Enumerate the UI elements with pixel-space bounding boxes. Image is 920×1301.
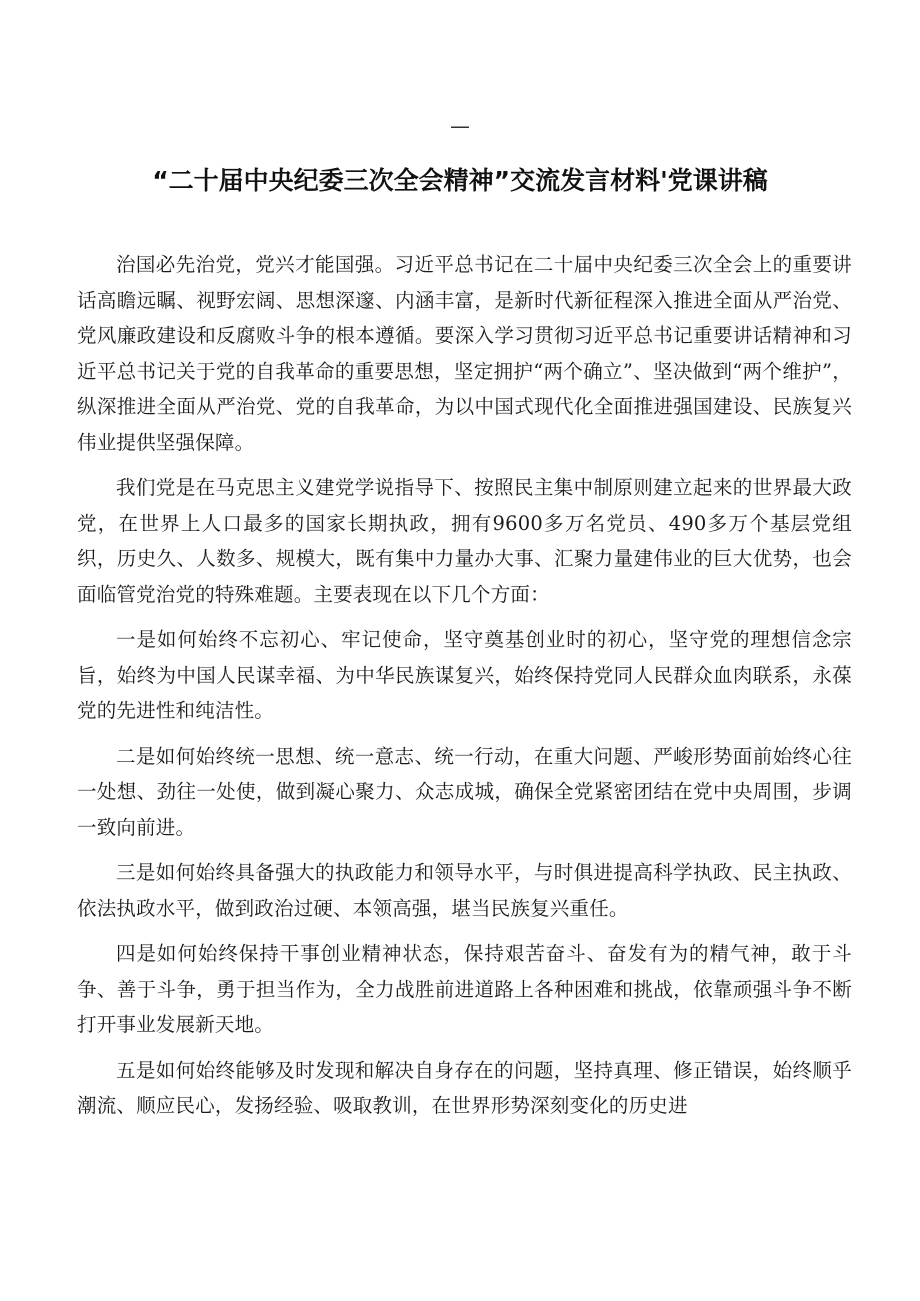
paragraph-4: 二是如何始终统一思想、统一意志、统一行动，在重大问题、严峻形势面前始终心往一处想、劲往一处使，做到凝心聚力、众志成城，确保全党紧密团结在党中央周围，步调一致向前进。 <box>77 744 852 839</box>
paragraph-7: 五是如何始终能够及时发现和解决自身存在的问题，坚持真理、修正错误，始终顺乎潮流、顺应民心，发扬经验、吸取教训，在世界形势深刻变化的历史进 <box>77 1058 852 1117</box>
paragraph-1: 治国必先治党，党兴才能国强。习近平总书记在二十届中央纪委三次全会上的重要讲话高瞻远瞩、视野宏阔、思想深邃、内涵丰富，是新时代新征程深入推进全面从严治党、党风廉政建设和反腐败斗争的根本遵循。要深入学习贯彻习近平总书记重要讲话精神和习近平总书记关于党的自我革命的重要思想，坚定拥护“两个确立”、坚决做到“两个维护”，纵深推进全面从严治党、党的自我革命，为以中国式现代化全面推进强国建设、民族复兴伟业提供坚强保障。 <box>77 253 852 454</box>
paragraph-3: 一是如何始终不忘初心、牢记使命，坚守奠基创业时的初心，坚守党的理想信念宗旨，始终为中国人民谋幸福、为中华民族谋复兴，始终保持党同人民群众血肉联系，永葆党的先进性和纯洁性。 <box>77 628 852 722</box>
document-body <box>77 247 852 1134</box>
paragraph-6: 四是如何始终保持干事创业精神状态，保持艰苦奋斗、奋发有为的精气神，敢于斗争、善于斗争，勇于担当作为，全力战胜前进道路上各种困难和挑战，依靠顽强斗争不断打开事业发展新天地。 <box>77 942 852 1036</box>
document-title: “二十届中央纪委三次全会精神”交流发言材料'党课讲稿 <box>152 166 768 195</box>
paragraph-2: 我们党是在马克思主义建党学说指导下、按照民主集中制原则建立起来的世界最大政党，在世界上人口最多的国家长期执政，拥有9600多万名党员、490多万个基层党组织，历史久、人数多、规模大，既有集中力量办大事、汇聚力量建伟业的巨大优势，也会面临管党治党的特殊难题。主要表现在以下几个方面： <box>77 476 852 606</box>
paragraph-5: 三是如何始终具备强大的执政能力和领导水平，与时俱进提高科学执政、民主执政、依法执政水平，做到政治过硬、本领高强，堪当民族复兴重任。 <box>77 861 852 920</box>
header-dash: — <box>450 114 470 138</box>
